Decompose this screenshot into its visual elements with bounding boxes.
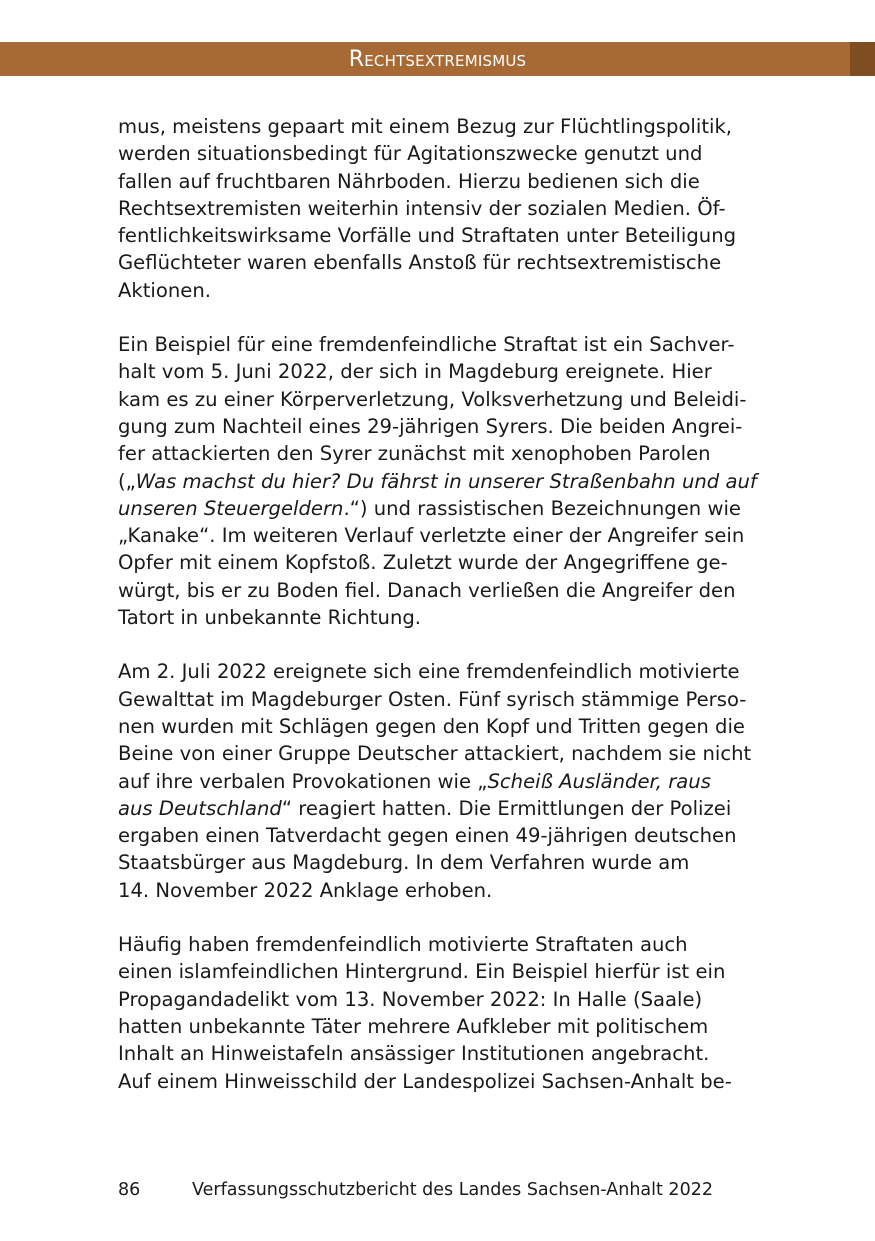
text-segment: .“) und rassistischen Bezeichnungen wie	[343, 496, 741, 520]
text-line	[118, 413, 758, 440]
text-segment: “ reagiert hatten. Die Ermittlungen der Polizei	[281, 796, 732, 820]
text-segment: Inhalt an Hinweistafeln ansässiger Institutionen angebracht.	[118, 1042, 710, 1066]
text-segment: („	[118, 469, 136, 493]
text-line	[118, 195, 758, 222]
text-segment: Ein Beispiel für eine fremdenfeindliche Straftat ist ein Sachver-	[118, 333, 735, 357]
text-segment: würgt, bis er zu Boden fiel. Danach verließen die Angreifer den	[118, 578, 736, 602]
text-segment: auf ihre verbalen Provokationen wie „	[118, 769, 488, 793]
text-segment: Opfer mit einem Kopfstoß. Zuletzt wurde der Angegriffene ge-	[118, 551, 728, 575]
text-segment: „Kanake“. Im weiteren Verlauf verletzte einer der Angreifer sein	[118, 524, 745, 548]
text-line	[118, 577, 758, 604]
text-line	[118, 986, 758, 1013]
text-line	[118, 1040, 758, 1067]
text-line	[118, 931, 758, 958]
text-line	[118, 877, 758, 904]
text-segment: hatten unbekannte Täter mehrere Aufkleber mit politischem	[118, 1014, 709, 1038]
page-number: 86	[118, 1180, 141, 1200]
text-line	[118, 686, 758, 713]
text-line	[118, 358, 758, 385]
text-line	[118, 740, 758, 767]
text-segment: Staatsbürger aus Magdeburg. In dem Verfahren wurde am	[118, 851, 690, 875]
text-line	[118, 168, 758, 195]
text-line	[118, 113, 758, 140]
text-line	[118, 549, 758, 576]
text-line	[118, 958, 758, 985]
text-segment: Beine von einer Gruppe Deutscher attackiert, nachdem sie nicht	[118, 742, 752, 766]
text-segment: Häufig haben fremdenfeindlich motivierte Straftaten auch	[118, 933, 688, 957]
quoted-text: Scheiß Ausländer, raus	[487, 769, 711, 793]
text-segment: Propagandadelikt vom 13. November 2022: In Halle (Saale)	[118, 987, 703, 1011]
text-line	[118, 604, 758, 631]
text-segment: kam es zu einer Körperverletzung, Volksverhetzung und Beleidi-	[118, 387, 747, 411]
text-line	[118, 658, 758, 685]
text-line	[118, 495, 758, 522]
section-header-tab	[850, 42, 875, 76]
section-title: Rechtsextremismus	[348, 47, 527, 72]
text-segment: gung zum Nachteil eines 29-jährigen Syrers. Die beiden Angrei-	[118, 414, 743, 438]
paragraph	[118, 931, 758, 1095]
text-line	[118, 1068, 758, 1095]
text-line	[118, 822, 758, 849]
paragraph	[118, 113, 758, 304]
publication-title: Verfassungsschutzbericht des Landes Sachsen-Anhalt 2022	[192, 1180, 713, 1200]
text-line	[118, 222, 758, 249]
text-segment: fallen auf fruchtbaren Nährboden. Hierzu bedienen sich die	[118, 169, 700, 193]
text-segment: halt vom 5. Juni 2022, der sich in Magdeburg ereignete. Hier	[118, 360, 712, 384]
text-line	[118, 522, 758, 549]
quoted-text: Was machst du hier? Du fährst in unserer Straßenbahn und auf	[135, 469, 757, 493]
text-segment: nen wurden mit Schlägen gegen den Kopf und Tritten gegen die	[118, 714, 745, 738]
text-line	[118, 277, 758, 304]
text-segment: Gewalttat im Magdeburger Osten. Fünf syrisch stämmige Perso-	[118, 687, 747, 711]
text-segment: mus, meistens gepaart mit einem Bezug zur Flüchtlingspolitik,	[118, 115, 733, 138]
text-segment: Geflüchteter waren ebenfalls Anstoß für rechtsextremistische	[118, 251, 722, 275]
text-line	[118, 795, 758, 822]
text-line	[118, 849, 758, 876]
paragraph	[118, 658, 758, 904]
text-segment: 14. November 2022 Anklage erhoben.	[118, 878, 493, 902]
text-segment: Aktionen.	[118, 278, 211, 302]
text-segment: Auf einem Hinweisschild der Landespolizei Sachsen-Anhalt be-	[118, 1069, 732, 1093]
quoted-text: aus Deutschland	[118, 796, 282, 820]
text-line	[118, 468, 758, 495]
text-segment: fer attackierten den Syrer zunächst mit xenophoben Parolen	[118, 442, 711, 466]
text-line	[118, 140, 758, 167]
body-text	[118, 113, 758, 1122]
text-line	[118, 331, 758, 358]
page-footer	[118, 1180, 713, 1200]
text-line	[118, 386, 758, 413]
text-line	[118, 1013, 758, 1040]
text-line	[118, 440, 758, 467]
text-segment: Am 2. Juli 2022 ereignete sich eine fremdenfeindlich motivierte	[118, 660, 740, 684]
text-segment: einen islamfeindlichen Hintergrund. Ein Beispiel hierfür ist ein	[118, 960, 726, 984]
text-segment: fentlichkeitswirksame Vorfälle und Straftaten unter Beteiligung	[118, 224, 737, 248]
text-line	[118, 768, 758, 795]
quoted-text: unseren Steuergeldern	[118, 496, 344, 520]
text-line	[118, 249, 758, 276]
text-segment: Rechtsextremisten weiterhin intensiv der sozialen Medien. Öf-	[118, 196, 726, 220]
paragraph	[118, 331, 758, 631]
text-segment: ergaben einen Tatverdacht gegen einen 49-jährigen deutschen	[118, 824, 737, 848]
text-segment: Tatort in unbekannte Richtung.	[118, 606, 422, 630]
text-segment: werden situationsbedingt für Agitationszwecke genutzt und	[118, 142, 703, 166]
text-line	[118, 713, 758, 740]
